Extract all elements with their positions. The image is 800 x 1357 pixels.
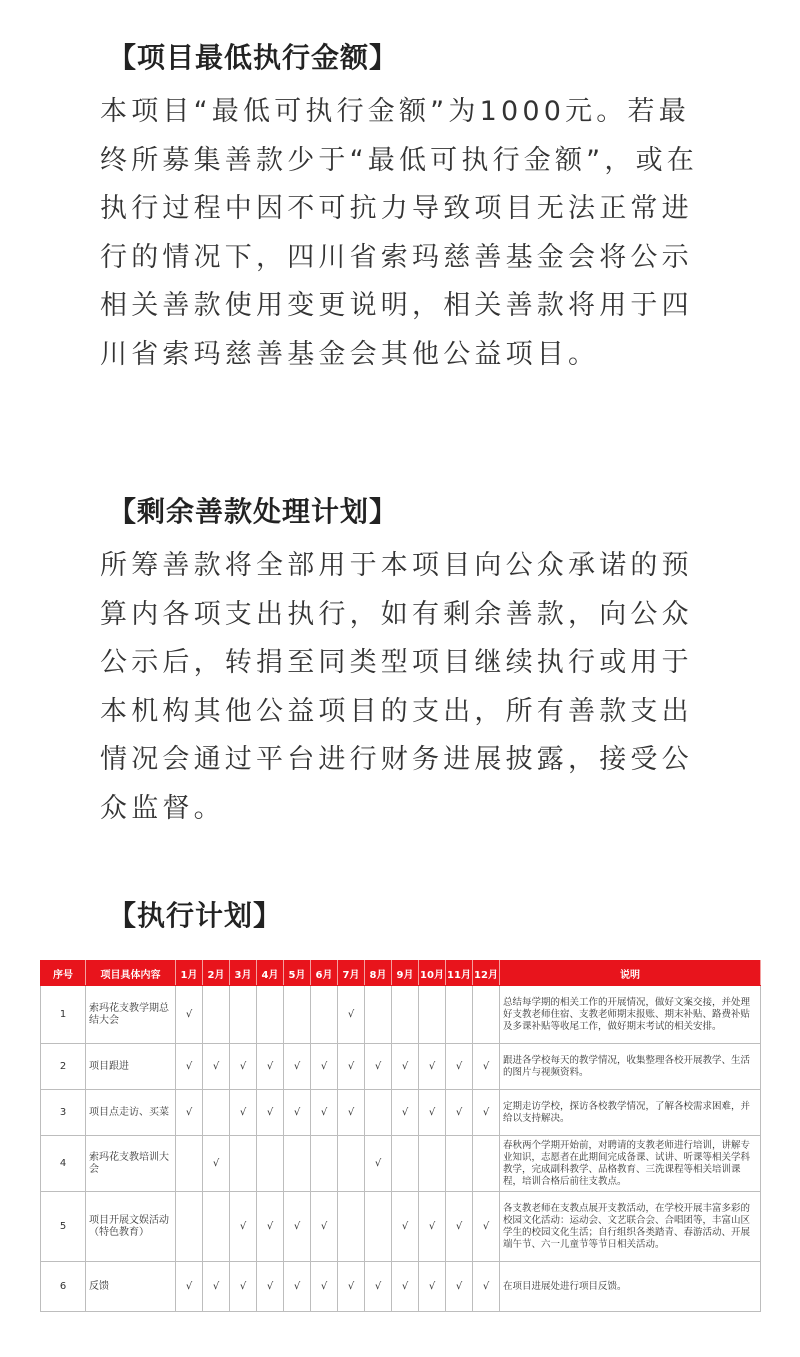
header-month: 4月 bbox=[257, 961, 284, 986]
month-mark bbox=[365, 1090, 392, 1136]
section-heading: 【执行计划】 bbox=[108, 899, 283, 932]
month-mark: √ bbox=[338, 1090, 365, 1136]
section-paragraph: 所筹善款将全部用于本项目向公众承诺的预算内各项支出执行，如有剩余善款，向公众公示后，转捐至同类型项目继续执行或用于本机构其他公益项目的支出，所有善款支出情况会通过平台进行财务进展披露，接受公众监督。 bbox=[100, 550, 693, 824]
table-row bbox=[41, 1090, 761, 1136]
month-mark bbox=[338, 1136, 365, 1192]
header-month: 10月 bbox=[419, 961, 446, 986]
execution-plan-table bbox=[40, 960, 761, 1312]
month-mark: √ bbox=[392, 1090, 419, 1136]
table-header-row bbox=[41, 961, 761, 986]
section-paragraph: 本项目“最低可执行金额”为1000元。若最终所募集善款少于“最低可执行金额”，或在执行过程中因不可抗力导致项目无法正常进行的情况下，四川省索玛慈善基金会将公示相关善款使用变更说明，相关善款将用于四川省索玛慈善基金会其他公益项目。 bbox=[100, 96, 698, 370]
row-item: 反馈 bbox=[86, 1262, 176, 1312]
table-row bbox=[41, 1262, 761, 1312]
month-mark: √ bbox=[176, 1262, 203, 1312]
month-mark: √ bbox=[203, 1044, 230, 1090]
month-mark: √ bbox=[230, 1262, 257, 1312]
month-mark: √ bbox=[446, 1090, 473, 1136]
header-month: 8月 bbox=[365, 961, 392, 986]
month-mark: √ bbox=[311, 1262, 338, 1312]
minimum-amount-section bbox=[100, 38, 720, 379]
month-mark: √ bbox=[284, 1262, 311, 1312]
month-mark: √ bbox=[176, 986, 203, 1044]
month-mark bbox=[365, 1192, 392, 1262]
month-mark: √ bbox=[257, 1044, 284, 1090]
month-mark bbox=[230, 1136, 257, 1192]
month-mark: √ bbox=[284, 1090, 311, 1136]
row-desc: 总结每学期的相关工作的开展情况，做好文案交接，并处理好支教老师住宿、支教老师期末报账、期末补贴、路费补贴及多课补贴等收尾工作，做好期末考试的相关安排。 bbox=[500, 986, 761, 1044]
month-mark bbox=[257, 986, 284, 1044]
row-desc: 在项目进展处进行项目反馈。 bbox=[500, 1262, 761, 1312]
header-month: 1月 bbox=[176, 961, 203, 986]
section-heading: 【项目最低执行金额】 bbox=[108, 41, 399, 74]
month-mark: √ bbox=[176, 1090, 203, 1136]
month-mark: √ bbox=[473, 1090, 500, 1136]
row-no: 2 bbox=[41, 1044, 86, 1090]
row-desc: 春秋两个学期开始前，对聘请的支教老师进行培训，讲解专业知识，志愿者在此期间完成备课、试讲、听课等相关学科教学，完成副科教学、品格教育、三洗课程等相关培训课程，培训合格后前往支教点。 bbox=[500, 1136, 761, 1192]
row-item: 项目点走访、买菜 bbox=[86, 1090, 176, 1136]
month-mark: √ bbox=[392, 1044, 419, 1090]
row-item: 项目跟进 bbox=[86, 1044, 176, 1090]
month-mark: √ bbox=[446, 1192, 473, 1262]
month-mark bbox=[473, 1136, 500, 1192]
row-desc: 跟进各学校每天的教学情况，收集整理各校开展教学、生活的图片与视频资料。 bbox=[500, 1044, 761, 1090]
month-mark: √ bbox=[230, 1090, 257, 1136]
month-mark: √ bbox=[446, 1044, 473, 1090]
month-mark: √ bbox=[257, 1090, 284, 1136]
month-mark: √ bbox=[419, 1192, 446, 1262]
row-item: 索玛花支教培训大会 bbox=[86, 1136, 176, 1192]
month-mark bbox=[446, 1136, 473, 1192]
month-mark: √ bbox=[338, 1262, 365, 1312]
month-mark bbox=[473, 986, 500, 1044]
month-mark: √ bbox=[365, 1262, 392, 1312]
month-mark: √ bbox=[311, 1192, 338, 1262]
header-month: 6月 bbox=[311, 961, 338, 986]
month-mark bbox=[284, 1136, 311, 1192]
month-mark bbox=[338, 1192, 365, 1262]
row-no: 6 bbox=[41, 1262, 86, 1312]
month-mark: √ bbox=[392, 1192, 419, 1262]
month-mark bbox=[419, 986, 446, 1044]
month-mark: √ bbox=[473, 1044, 500, 1090]
month-mark bbox=[176, 1192, 203, 1262]
month-mark bbox=[311, 1136, 338, 1192]
month-mark bbox=[257, 1136, 284, 1192]
month-mark bbox=[446, 986, 473, 1044]
month-mark: √ bbox=[338, 986, 365, 1044]
row-item: 索玛花支教学期总结大会 bbox=[86, 986, 176, 1044]
header-no: 序号 bbox=[41, 961, 86, 986]
month-mark: √ bbox=[203, 1262, 230, 1312]
table-row bbox=[41, 1044, 761, 1090]
header-item: 项目具体内容 bbox=[86, 961, 176, 986]
month-mark bbox=[392, 986, 419, 1044]
row-no: 3 bbox=[41, 1090, 86, 1136]
row-no: 1 bbox=[41, 986, 86, 1044]
month-mark bbox=[203, 1192, 230, 1262]
month-mark: √ bbox=[230, 1044, 257, 1090]
table-row bbox=[41, 986, 761, 1044]
month-mark: √ bbox=[311, 1044, 338, 1090]
header-month: 3月 bbox=[230, 961, 257, 986]
execution-plan-section bbox=[100, 896, 720, 936]
month-mark: √ bbox=[419, 1044, 446, 1090]
header-month: 7月 bbox=[338, 961, 365, 986]
month-mark bbox=[203, 986, 230, 1044]
row-no: 5 bbox=[41, 1192, 86, 1262]
month-mark bbox=[230, 986, 257, 1044]
month-mark: √ bbox=[176, 1044, 203, 1090]
header-month: 11月 bbox=[446, 961, 473, 986]
month-mark bbox=[203, 1090, 230, 1136]
month-mark: √ bbox=[446, 1262, 473, 1312]
row-item: 项目开展文娱活动（特色教育） bbox=[86, 1192, 176, 1262]
month-mark: √ bbox=[203, 1136, 230, 1192]
month-mark: √ bbox=[365, 1136, 392, 1192]
row-desc: 各支教老师在支教点展开支教活动，在学校开展丰富多彩的校园文化活动：运动会、文艺联合会、合唱团等，丰富山区学生的校园文化生活；自行组织各类踏青、春游活动、开展端午节、六一儿童节等节日相关活动。 bbox=[500, 1192, 761, 1262]
month-mark bbox=[419, 1136, 446, 1192]
header-desc: 说明 bbox=[500, 961, 761, 986]
month-mark: √ bbox=[284, 1192, 311, 1262]
header-month: 5月 bbox=[284, 961, 311, 986]
table-row bbox=[41, 1136, 761, 1192]
month-mark: √ bbox=[338, 1044, 365, 1090]
header-month: 12月 bbox=[473, 961, 500, 986]
month-mark bbox=[311, 986, 338, 1044]
month-mark bbox=[284, 986, 311, 1044]
month-mark bbox=[176, 1136, 203, 1192]
row-no: 4 bbox=[41, 1136, 86, 1192]
row-desc: 定期走访学校，探访各校教学情况，了解各校需求困难，并给以支持解决。 bbox=[500, 1090, 761, 1136]
month-mark: √ bbox=[257, 1262, 284, 1312]
month-mark: √ bbox=[419, 1090, 446, 1136]
month-mark: √ bbox=[473, 1192, 500, 1262]
month-mark bbox=[392, 1136, 419, 1192]
section-heading: 【剩余善款处理计划】 bbox=[108, 495, 399, 528]
month-mark: √ bbox=[473, 1262, 500, 1312]
month-mark: √ bbox=[392, 1262, 419, 1312]
month-mark: √ bbox=[284, 1044, 311, 1090]
remaining-funds-section bbox=[100, 492, 720, 833]
header-month: 9月 bbox=[392, 961, 419, 986]
month-mark: √ bbox=[257, 1192, 284, 1262]
month-mark: √ bbox=[419, 1262, 446, 1312]
month-mark: √ bbox=[365, 1044, 392, 1090]
month-mark: √ bbox=[230, 1192, 257, 1262]
month-mark bbox=[365, 986, 392, 1044]
table-row bbox=[41, 1192, 761, 1262]
header-month: 2月 bbox=[203, 961, 230, 986]
month-mark: √ bbox=[311, 1090, 338, 1136]
